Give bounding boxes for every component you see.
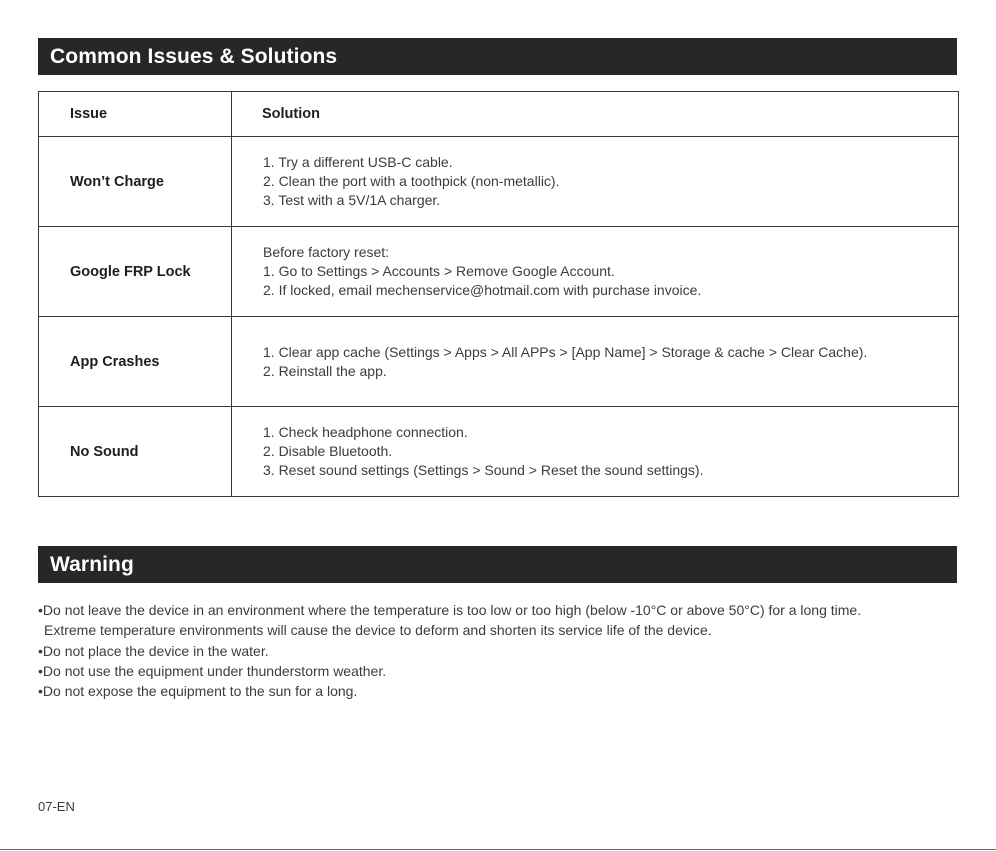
warning-item: •Do not expose the equipment to the sun for a long.: [38, 683, 358, 700]
solution-cell: [232, 137, 959, 227]
table-row: [39, 137, 959, 227]
warning-item-continuation: Extreme temperature environments will cause the device to deform and shorten its service life of the device.: [44, 622, 712, 639]
solution-line: 2. Reinstall the app.: [263, 362, 387, 379]
warning-item: •Do not leave the device in an environment where the temperature is too low or too high (below -10°C or above 50°C) for a long time.: [38, 602, 862, 618]
issue-cell: Google FRP Lock: [39, 227, 232, 317]
issue-column-header: Issue: [39, 92, 232, 137]
solution-line: 1. Clear app cache (Settings > Apps > All APPs > [App Name] > Storage & cache > Clear Cache).: [263, 343, 868, 360]
solution-line: 2. Disable Bluetooth.: [263, 443, 393, 459]
issues-table: [38, 91, 959, 497]
table-row: [39, 227, 959, 317]
solution-line: 1. Try a different USB-C cable.: [263, 154, 453, 170]
table-row: [39, 317, 959, 407]
solution-line: 2. Clean the port with a toothpick (non-metallic).: [263, 173, 560, 189]
issue-cell: No Sound: [39, 407, 232, 497]
warning-section-title: Warning: [38, 546, 957, 583]
solution-line: 3. Reset sound settings (Settings > Sound > Reset the sound settings).: [263, 462, 704, 478]
warning-list: [38, 600, 968, 701]
table-row: [39, 407, 959, 497]
solution-line: 1. Go to Settings > Accounts > Remove Google Account.: [263, 263, 615, 279]
solution-cell: [232, 227, 959, 317]
solution-column-header: Solution: [232, 92, 959, 137]
page-number: 07-EN: [38, 799, 75, 814]
solution-cell: [232, 407, 959, 497]
bottom-divider: [0, 849, 996, 850]
table-header-row: [39, 92, 959, 137]
solution-cell: [232, 317, 959, 407]
solution-line: 2. If locked, email mechenservice@hotmail.com with purchase invoice.: [263, 282, 702, 298]
warning-item: •Do not place the device in the water.: [38, 642, 269, 659]
solution-line: 3. Test with a 5V/1A charger.: [263, 192, 441, 208]
issue-cell: Won’t Charge: [39, 137, 232, 227]
issue-cell: App Crashes: [39, 317, 232, 407]
solution-line: Before factory reset:: [263, 244, 390, 260]
issues-section-title: Common Issues & Solutions: [38, 38, 957, 75]
warning-item: •Do not use the equipment under thunderstorm weather.: [38, 662, 387, 679]
solution-line: 1. Check headphone connection.: [263, 424, 468, 440]
